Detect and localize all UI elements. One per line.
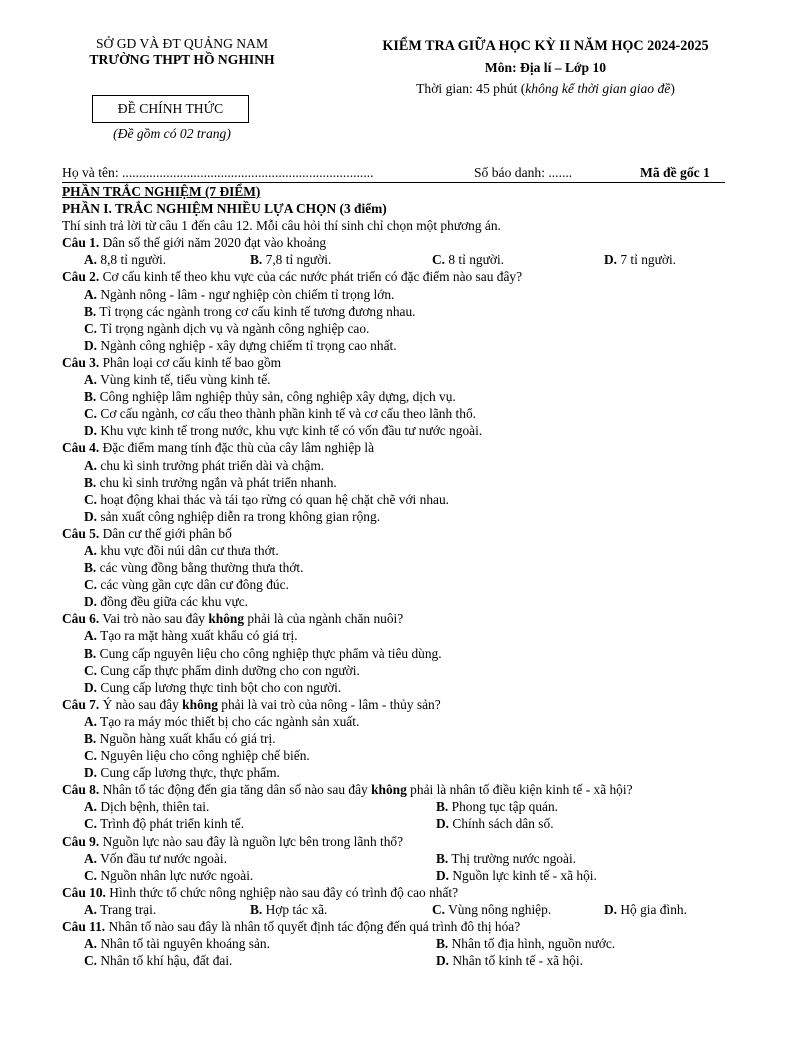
answer-option (84, 663, 360, 678)
options-row (62, 559, 762, 576)
option-key: B. (84, 389, 97, 405)
time-line (318, 78, 773, 99)
option-key: D. (84, 594, 98, 610)
answer-option (84, 815, 244, 832)
option-key: C. (84, 577, 98, 593)
option-text: Ngành nông - lâm - ngư nghiệp còn chiếm tỉ trọng lớn. (100, 286, 395, 302)
options-row (62, 474, 762, 491)
option-text: Tỉ trọng các ngành trong cơ cấu kinh tế tương đương nhau. (99, 303, 416, 319)
option-text: Tỉ trọng ngành dịch vụ và ngành công nghiệp cao. (100, 320, 370, 336)
answer-option (84, 935, 270, 952)
answer-option (604, 901, 687, 918)
header-left (62, 36, 302, 68)
option-text: Trang trại. (100, 901, 157, 917)
option-text: các vùng đồng bằng thường thưa thớt. (99, 560, 304, 576)
option-key: B. (250, 252, 263, 268)
answer-option (84, 867, 253, 884)
time-prefix: Thời gian: 45 phút ( (416, 81, 526, 96)
question-text: Ý nào sau đây (102, 696, 179, 712)
question-label: Câu 8. (62, 782, 100, 798)
option-key: D. (604, 252, 618, 268)
answer-option (84, 748, 310, 763)
subject-line: Môn: Địa lí – Lớp 10 (484, 60, 607, 75)
answer-option (84, 577, 289, 592)
question-label: Câu 5. (62, 525, 100, 541)
answer-option (432, 901, 551, 918)
section-instruction: Thí sinh trả lời từ câu 1 đến câu 12. Mỗi câu hỏi thí sinh chỉ chọn một phương án. (62, 218, 501, 234)
question-label: Câu 10. (62, 884, 106, 900)
question-label: Câu 7. (62, 696, 100, 712)
answer-option (436, 867, 597, 884)
options-row (62, 405, 762, 422)
option-key: D. (84, 679, 98, 695)
question-text: Dân cư thế giới phân bố (102, 525, 232, 541)
options-row (62, 850, 762, 867)
answer-option (250, 901, 327, 918)
option-key: A. (84, 286, 98, 302)
option-text: hoạt động khai thác và tái tạo rừng có quan hệ chặt chẽ với nhau. (100, 491, 450, 507)
official-exam-box: ĐỀ CHÍNH THỨC (92, 95, 249, 123)
option-text: Hợp tác xã. (265, 901, 328, 917)
option-key: C. (84, 320, 98, 336)
options-row (62, 798, 762, 815)
exam-title: KIỂM TRA GIỮA HỌC KỲ II NĂM HỌC 2024-2025 (382, 38, 709, 54)
question-stem (62, 610, 762, 627)
answer-option (436, 850, 576, 867)
option-text: Cung cấp nguyên liệu cho công nghiệp thực phẩm và tiêu dùng. (99, 645, 442, 661)
option-key: C. (84, 867, 98, 883)
option-text: Tạo ra mặt hàng xuất khẩu có giá trị. (100, 628, 298, 644)
option-text: Cơ cấu ngành, cơ cấu theo thành phần kinh tế và cơ cấu theo lãnh thổ. (100, 406, 476, 422)
answer-option (84, 952, 232, 969)
question-label: Câu 11. (62, 919, 106, 935)
option-text: Nhân tố khí hậu, đất đai. (100, 953, 233, 969)
answer-option (436, 815, 554, 832)
question-text: Vai trò nào sau đây (102, 611, 205, 627)
option-key: D. (84, 765, 98, 781)
school-name: TRƯỜNG THPT HỒ NGHINH (89, 52, 275, 67)
option-text: Trình độ phát triển kinh tế. (100, 816, 244, 832)
option-key: D. (604, 901, 618, 917)
option-text: khu vực đồi núi dân cư thưa thớt. (100, 542, 279, 558)
option-text: Nguồn hàng xuất khẩu có giá trị. (99, 731, 276, 746)
options-row (62, 662, 762, 679)
option-key: D. (436, 816, 450, 832)
option-key: D. (84, 337, 98, 353)
option-key: B. (436, 936, 449, 952)
option-text: Nhân tố tài nguyên khoáng sản. (100, 936, 270, 952)
options-row (62, 627, 762, 644)
option-key: D. (84, 508, 98, 524)
question-text: Nguồn lực nào sau đây là nguồn lực bên trong lãnh thổ? (102, 833, 404, 849)
option-text: 7,8 tỉ người. (265, 252, 332, 268)
option-key: A. (84, 372, 98, 388)
answer-option (84, 594, 248, 609)
option-text: Cung cấp thực phẩm dinh dưỡng cho con người. (100, 662, 360, 678)
answer-option (84, 628, 298, 643)
question-text: Cơ cấu kinh tế theo khu vực của các nước phát triển có đặc điểm nào sau đây? (102, 269, 523, 285)
option-key: C. (432, 901, 446, 917)
question-text: Đặc điểm mang tính đặc thù của cây lâm nghiệp là (102, 440, 375, 456)
options-row (62, 303, 762, 320)
question-stem (62, 234, 762, 251)
option-key: A. (84, 936, 98, 952)
answer-option (84, 509, 380, 524)
options-row (62, 337, 762, 354)
option-text: Khu vực kinh tế trong nước, khu vực kinh tế có vốn đầu tư nước ngoài. (100, 423, 483, 439)
option-key: B. (84, 474, 97, 490)
question-label: Câu 1. (62, 235, 100, 251)
student-info-line (62, 164, 725, 183)
answer-option (84, 646, 442, 661)
option-key: C. (84, 816, 98, 832)
option-text: chu kì sinh trưởng phát triển dài và chậm. (100, 457, 325, 473)
answer-option (84, 560, 303, 575)
option-key: A. (84, 799, 98, 815)
exam-code: Mã đề gốc 1 (640, 165, 710, 180)
question-text: Nhân tố nào sau đây là nhân tố quyết định tác động đến quá trình đô thị hóa? (108, 919, 521, 935)
options-row (62, 935, 762, 952)
question-text-cont: phải là nhân tố điều kiện kinh tế - xã hội? (410, 782, 633, 798)
option-key: C. (84, 953, 98, 969)
answer-option (84, 372, 270, 387)
option-text: sản xuất công nghiệp diễn ra trong không gian rộng. (100, 508, 381, 524)
answer-option (84, 389, 456, 404)
option-text: 8 tỉ người. (448, 252, 505, 268)
student-id-field: Số báo danh: ....... (474, 165, 573, 180)
options-row (62, 251, 762, 268)
options-row (62, 457, 762, 474)
answer-option (84, 714, 359, 729)
options-row (62, 320, 762, 337)
option-key: B. (436, 850, 449, 866)
options-row (62, 286, 762, 303)
section-heading-part-one: PHẦN I. TRẮC NGHIỆM NHIỀU LỰA CHỌN (3 điểm) (62, 201, 387, 217)
question-text: Nhân tố tác động đến gia tăng dân số nào sau đây (102, 782, 368, 798)
option-text: Dịch bệnh, thiên tai. (100, 799, 210, 815)
answer-option (84, 458, 324, 473)
option-text: Cung cấp lương thực, thực phẩm. (100, 765, 280, 781)
option-key: C. (84, 406, 98, 422)
answer-option (250, 251, 331, 268)
option-text: đồng đều giữa các khu vực. (100, 594, 249, 610)
question-emphasis: không (208, 611, 245, 627)
time-note: không kể thời gian giao đề (525, 81, 671, 96)
pages-note: (Đề gồm có 02 trang) (113, 126, 231, 141)
option-key: A. (84, 628, 98, 644)
answer-option (84, 850, 227, 867)
question-text: Dân số thế giới năm 2020 đạt vào khoảng (102, 235, 327, 251)
question-label: Câu 9. (62, 833, 100, 849)
answer-option (84, 304, 416, 319)
options-row (62, 388, 762, 405)
option-text: Nhân tố địa hình, nguồn nước. (451, 936, 616, 952)
question-label: Câu 2. (62, 269, 100, 285)
option-key: C. (84, 748, 98, 764)
options-row (62, 679, 762, 696)
option-key: A. (84, 252, 98, 268)
question-stem (62, 781, 762, 798)
question-stem (62, 268, 762, 285)
question-text-cont: phải là của ngành chăn nuôi? (247, 611, 404, 627)
option-text: Cung cấp lương thực tinh bột cho con người. (100, 679, 342, 695)
option-text: Nhân tố kinh tế - xã hội. (452, 953, 583, 969)
options-row (62, 747, 762, 764)
question-emphasis: không (371, 782, 407, 798)
answer-option (84, 901, 156, 918)
option-key: B. (84, 731, 97, 746)
option-key: D. (436, 867, 450, 883)
option-key: B. (250, 901, 263, 917)
options-row (62, 713, 762, 730)
answer-option (84, 475, 337, 490)
options-row (62, 867, 762, 884)
options-row (62, 764, 762, 781)
options-row (62, 491, 762, 508)
question-stem (62, 525, 762, 542)
option-key: D. (84, 423, 98, 439)
answer-option (436, 798, 558, 815)
answer-option (84, 321, 369, 336)
option-key: D. (436, 953, 450, 969)
answer-option (436, 935, 615, 952)
question-list (62, 234, 762, 969)
option-key: A. (84, 850, 98, 866)
answer-option (432, 251, 504, 268)
option-text: Phong tục tập quán. (451, 799, 559, 815)
options-row (62, 422, 762, 439)
option-text: Ngành công nghiệp - xây dựng chiếm tỉ trọng cao nhất. (100, 337, 397, 353)
time-suffix: ) (670, 81, 675, 96)
question-text: Phân loại cơ cấu kinh tế bao gồm (102, 354, 282, 370)
option-text: chu kì sinh trưởng ngắn và phát triển nhanh. (99, 474, 337, 490)
options-row (62, 730, 762, 747)
answer-option (436, 952, 583, 969)
option-key: B. (84, 560, 97, 576)
question-text-cont: phải là vai trò của nông - lâm - thủy sản? (221, 696, 441, 712)
option-key: A. (84, 713, 98, 729)
question-label: Câu 4. (62, 440, 100, 456)
exam-body (62, 183, 762, 969)
option-key: A. (84, 901, 98, 917)
option-key: A. (84, 542, 98, 558)
option-key: C. (432, 252, 446, 268)
option-key: B. (84, 303, 97, 319)
option-text: Thị trường nước ngoài. (451, 850, 577, 866)
answer-option (84, 731, 276, 746)
option-text: 7 tỉ người. (620, 252, 677, 268)
answer-option (604, 251, 676, 268)
option-text: Vốn đầu tư nước ngoài. (100, 850, 227, 866)
department-name: SỞ GD VÀ ĐT QUẢNG NAM (95, 36, 269, 51)
options-row (62, 542, 762, 559)
option-text: Chính sách dân số. (452, 816, 554, 832)
option-key: B. (84, 645, 97, 661)
answer-option (84, 765, 280, 780)
answer-option (84, 680, 341, 695)
options-row (62, 371, 762, 388)
answer-option (84, 543, 279, 558)
question-text: Hình thức tổ chức nông nghiệp nào sau đây có trình độ cao nhất? (109, 884, 459, 900)
header-right (318, 36, 773, 99)
options-row (62, 593, 762, 610)
options-row (62, 508, 762, 525)
question-stem (62, 918, 762, 935)
answer-option (84, 338, 397, 353)
option-text: Vùng nông nghiệp. (448, 901, 552, 917)
option-key: C. (84, 491, 98, 507)
question-label: Câu 3. (62, 354, 100, 370)
question-emphasis: không (182, 696, 218, 712)
answer-option (84, 251, 166, 268)
option-text: Tạo ra máy móc thiết bị cho các ngành sản xuất. (100, 713, 360, 729)
option-key: A. (84, 457, 98, 473)
option-text: Công nghiệp lâm nghiệp thủy sản, công nghiệp xây dựng, dịch vụ. (99, 389, 456, 405)
answer-option (84, 287, 394, 302)
option-key: C. (84, 662, 98, 678)
options-row (62, 576, 762, 593)
options-row (62, 645, 762, 662)
answer-option (84, 423, 482, 438)
option-text: các vùng gần cực dân cư đông đúc. (100, 577, 289, 593)
question-stem (62, 833, 762, 850)
question-stem (62, 884, 762, 901)
options-row (62, 952, 762, 969)
student-name-field: Họ và tên: .......................................................................... (62, 165, 374, 180)
option-text: Vùng kinh tế, tiểu vùng kinh tế. (100, 372, 271, 388)
answer-option (84, 798, 209, 815)
option-text: Nguồn lực kinh tế - xã hội. (452, 867, 597, 883)
option-text: Nguồn nhân lực nước ngoài. (100, 867, 254, 883)
options-row (62, 815, 762, 832)
question-stem (62, 696, 762, 713)
question-stem (62, 354, 762, 371)
options-row (62, 901, 762, 918)
section-heading-main: PHẦN TRẮC NGHIỆM (7 ĐIỂM) (62, 184, 261, 199)
question-label: Câu 6. (62, 611, 100, 627)
option-text: Nguyên liệu cho công nghiệp chế biến. (100, 748, 310, 764)
answer-option (84, 406, 476, 421)
option-key: B. (436, 799, 449, 815)
answer-option (84, 492, 449, 507)
option-text: Hộ gia đình. (620, 901, 687, 917)
question-stem (62, 439, 762, 456)
option-text: 8,8 tỉ người. (100, 252, 167, 268)
